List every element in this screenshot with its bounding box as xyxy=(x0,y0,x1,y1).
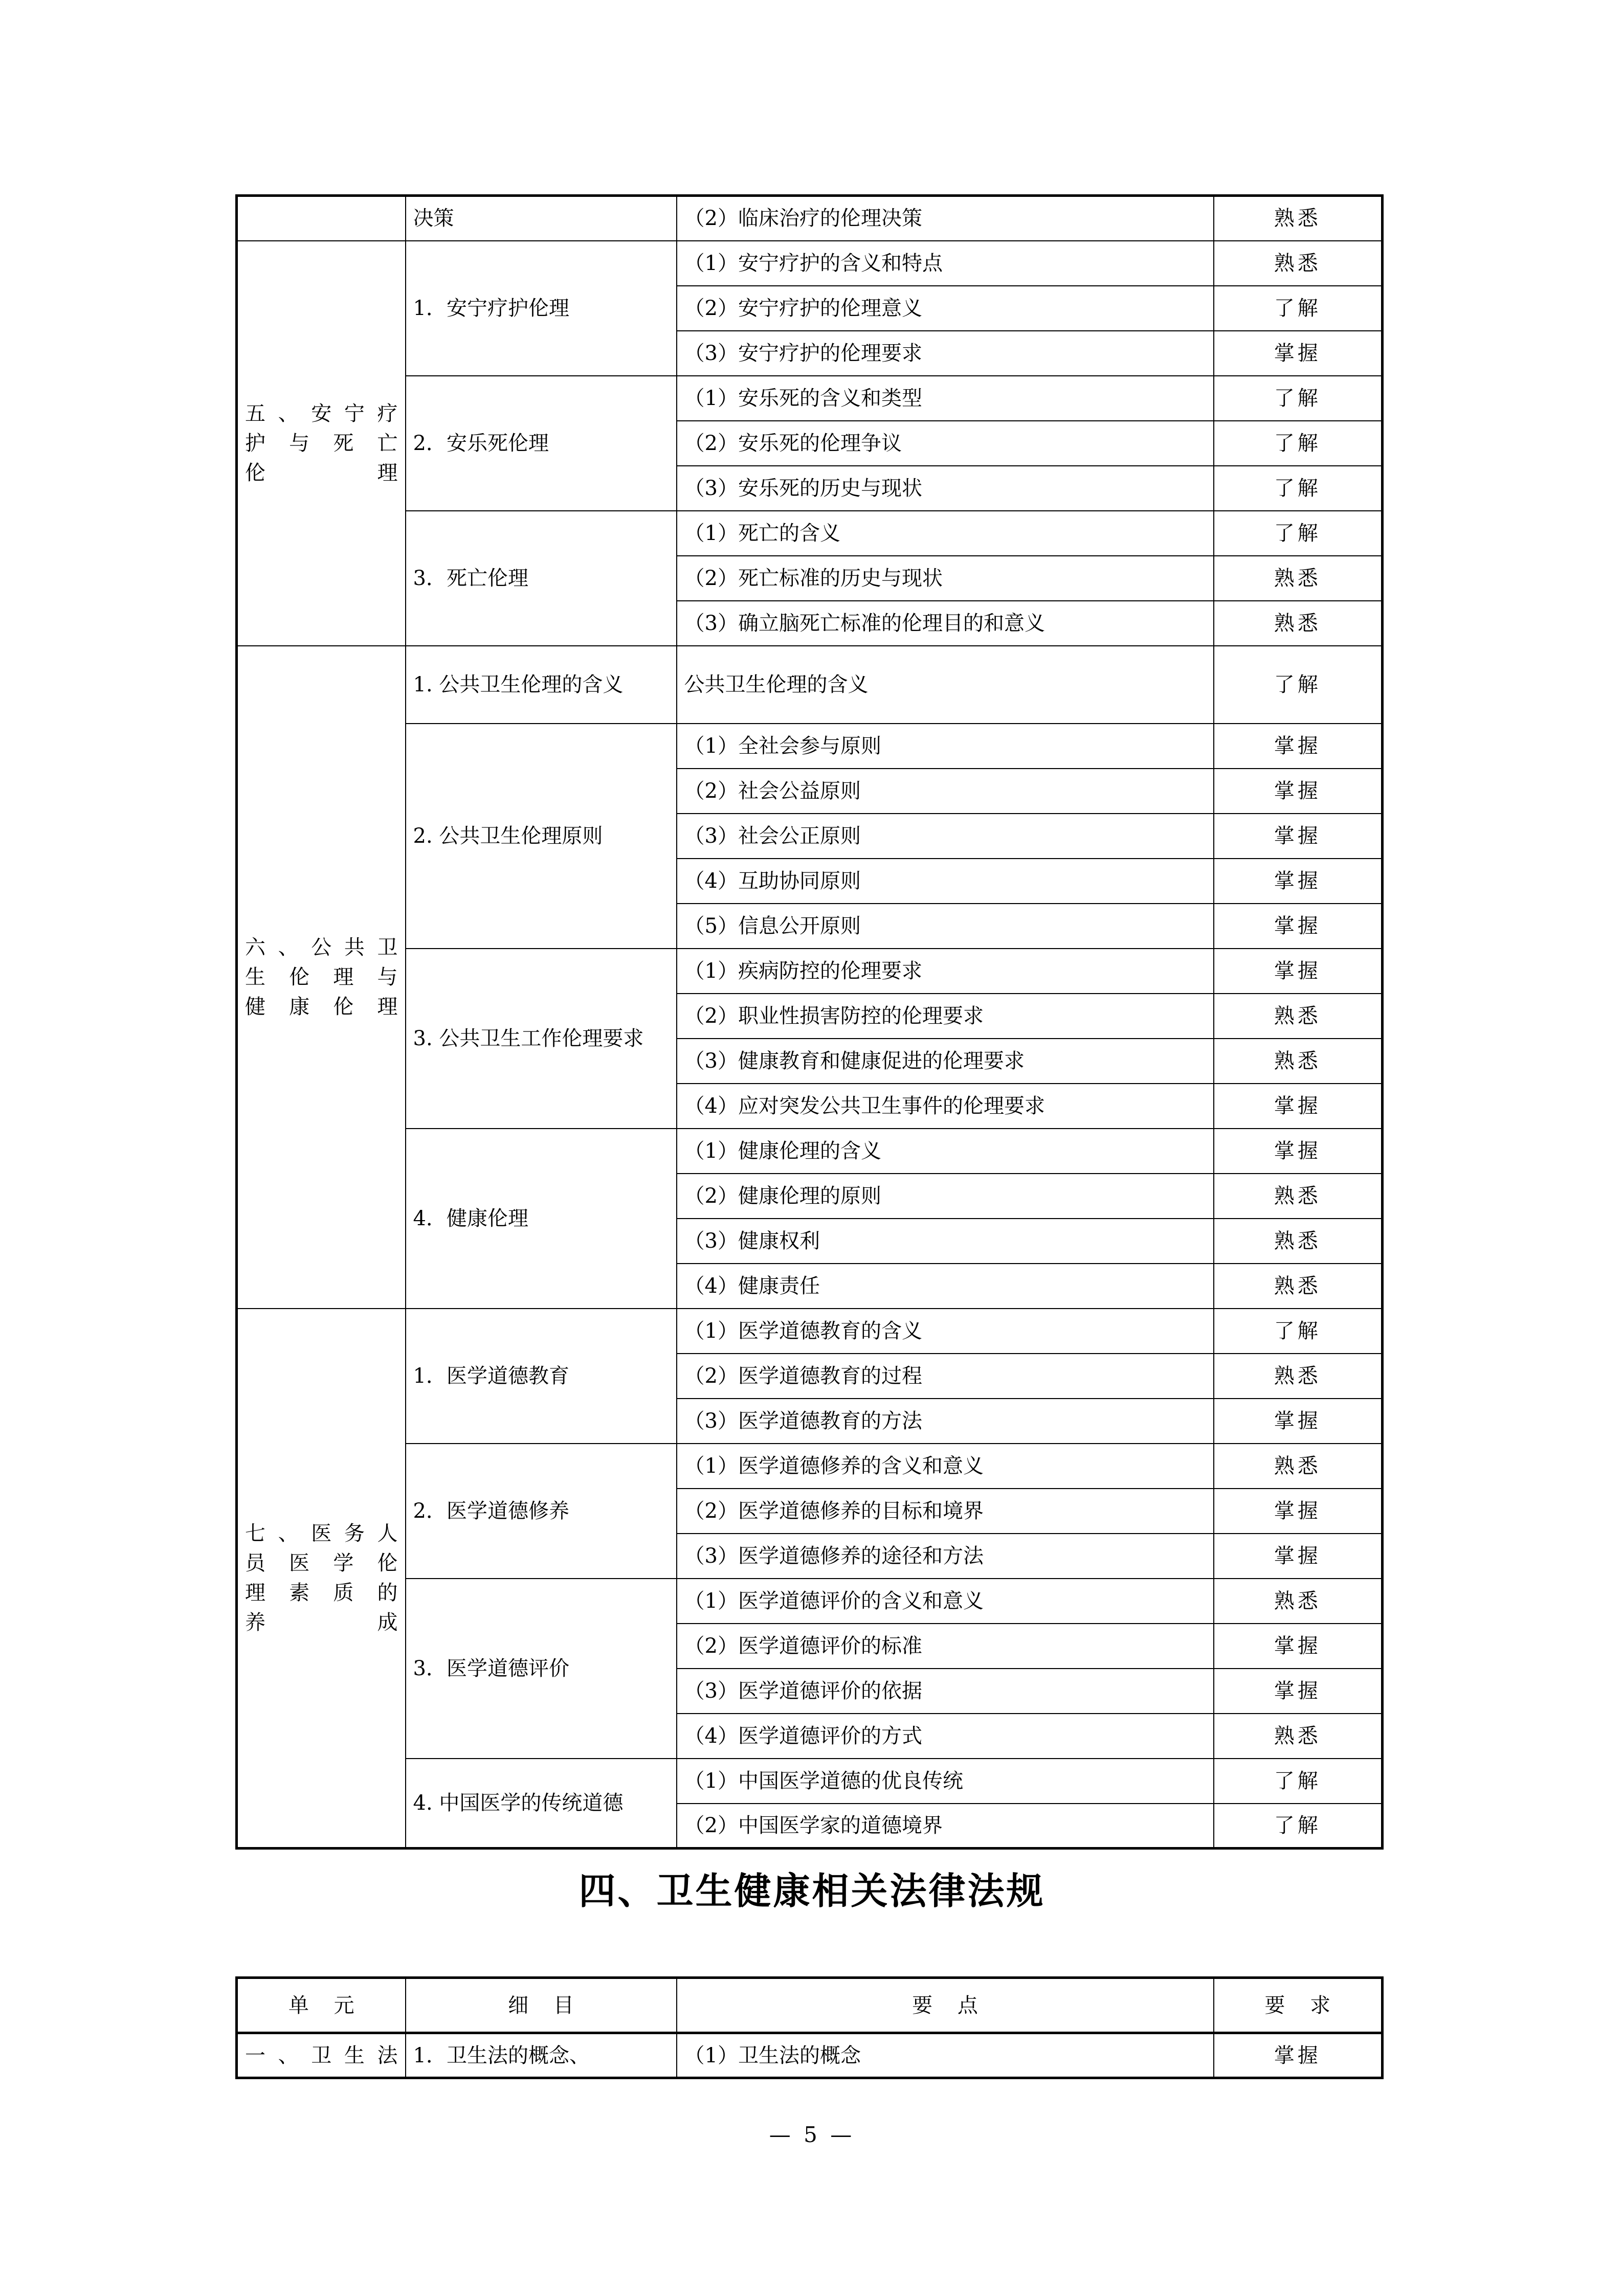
section-heading: 四、卫生健康相关法律法规 xyxy=(579,1869,1045,1912)
point-cell: （3）医学道德教育的方法 xyxy=(677,1399,1214,1444)
point-cell: （2）中国医学家的道德境界 xyxy=(677,1804,1214,1849)
table-row xyxy=(237,949,1383,994)
requirement-cell: 掌握 xyxy=(1214,1399,1383,1444)
column-header-unit: 单 元 xyxy=(237,1978,406,2033)
column-header-point: 要 点 xyxy=(677,1978,1214,2033)
requirement-cell: 掌握 xyxy=(1214,1084,1383,1129)
health-law-syllabus-table xyxy=(235,1976,1384,2079)
table-row xyxy=(237,1579,1383,1624)
requirement-cell: 熟悉 xyxy=(1214,241,1383,286)
unit-line: 生 伦 理 与 xyxy=(245,965,398,989)
requirement-cell: 掌握 xyxy=(1214,1624,1383,1669)
table-row xyxy=(237,376,1383,421)
requirement-cell: 了解 xyxy=(1214,1759,1383,1804)
point-cell: （3）医学道德评价的依据 xyxy=(677,1669,1214,1714)
detail-cell: 2．安乐死伦理 xyxy=(406,376,677,511)
unit-cell-5 xyxy=(237,241,406,646)
point-cell: （2）临床治疗的伦理决策 xyxy=(677,196,1214,241)
requirement-cell: 掌握 xyxy=(1214,814,1383,859)
detail-cell: 决策 xyxy=(406,196,677,241)
point-cell: （1）安乐死的含义和类型 xyxy=(677,376,1214,421)
requirement-cell: 熟悉 xyxy=(1214,1714,1383,1759)
point-cell: （2）安乐死的伦理争议 xyxy=(677,421,1214,466)
requirement-cell: 掌握 xyxy=(1214,859,1383,904)
detail-cell: 3. 公共卫生工作伦理要求 xyxy=(406,949,677,1129)
table-row xyxy=(237,1309,1383,1354)
point-cell: （2）健康伦理的原则 xyxy=(677,1174,1214,1219)
requirement-cell: 熟悉 xyxy=(1214,994,1383,1039)
requirement-cell: 掌握 xyxy=(1214,904,1383,949)
point-cell: （3）社会公正原则 xyxy=(677,814,1214,859)
medical-ethics-syllabus-table xyxy=(235,194,1384,1850)
requirement-cell: 熟悉 xyxy=(1214,1264,1383,1309)
unit-line: 五、安宁疗 xyxy=(245,401,398,425)
point-cell: （2）死亡标准的历史与现状 xyxy=(677,556,1214,601)
detail-cell: 4．健康伦理 xyxy=(406,1129,677,1309)
unit-cell-6 xyxy=(237,646,406,1309)
point-cell: （1）医学道德评价的含义和意义 xyxy=(677,1579,1214,1624)
requirement-cell: 了解 xyxy=(1214,1309,1383,1354)
point-cell: （5）信息公开原则 xyxy=(677,904,1214,949)
unit-line: 健康伦理 xyxy=(245,995,398,1019)
point-cell: （4）医学道德评价的方式 xyxy=(677,1714,1214,1759)
requirement-cell: 了解 xyxy=(1214,421,1383,466)
point-cell: （2）职业性损害防控的伦理要求 xyxy=(677,994,1214,1039)
requirement-cell: 掌握 xyxy=(1214,2033,1383,2078)
point-cell: （4）应对突发公共卫生事件的伦理要求 xyxy=(677,1084,1214,1129)
unit-cell: 一、卫生法 xyxy=(237,2033,406,2078)
detail-cell: 1．安宁疗护伦理 xyxy=(406,241,677,376)
point-cell: （2）医学道德修养的目标和境界 xyxy=(677,1489,1214,1534)
requirement-cell: 熟悉 xyxy=(1214,601,1383,646)
point-cell: （3）安宁疗护的伦理要求 xyxy=(677,331,1214,376)
point-cell: （3）确立脑死亡标准的伦理目的和意义 xyxy=(677,601,1214,646)
requirement-cell: 熟悉 xyxy=(1214,196,1383,241)
point-cell: （1）健康伦理的含义 xyxy=(677,1129,1214,1174)
requirement-cell: 掌握 xyxy=(1214,724,1383,769)
unit-cell-7 xyxy=(237,1309,406,1849)
detail-cell: 3．死亡伦理 xyxy=(406,511,677,646)
requirement-cell: 熟悉 xyxy=(1214,1354,1383,1399)
detail-cell: 3．医学道德评价 xyxy=(406,1579,677,1759)
detail-cell: 1．医学道德教育 xyxy=(406,1309,677,1444)
requirement-cell: 了解 xyxy=(1214,286,1383,331)
point-cell: （1）疾病防控的伦理要求 xyxy=(677,949,1214,994)
unit-line: 六、公共卫 xyxy=(245,935,398,959)
requirement-cell: 掌握 xyxy=(1214,331,1383,376)
table-row xyxy=(237,1129,1383,1174)
requirement-cell: 掌握 xyxy=(1214,1669,1383,1714)
requirement-cell: 熟悉 xyxy=(1214,1174,1383,1219)
point-cell: （3）健康教育和健康促进的伦理要求 xyxy=(677,1039,1214,1084)
detail-cell: 1．卫生法的概念、 xyxy=(406,2033,677,2078)
point-cell: （4）互助协同原则 xyxy=(677,859,1214,904)
point-cell: （1）死亡的含义 xyxy=(677,511,1214,556)
requirement-cell: 了解 xyxy=(1214,466,1383,511)
table-row xyxy=(237,724,1383,769)
requirement-cell: 掌握 xyxy=(1214,1534,1383,1579)
unit-cell-empty xyxy=(237,196,406,241)
table-row xyxy=(237,511,1383,556)
unit-line: 理 素 质 的 xyxy=(245,1581,398,1605)
requirement-cell: 熟悉 xyxy=(1214,1039,1383,1084)
detail-cell: 2．医学道德修养 xyxy=(406,1444,677,1579)
point-cell: 公共卫生伦理的含义 xyxy=(677,646,1214,724)
point-cell: （1）卫生法的概念 xyxy=(677,2033,1214,2078)
point-cell: （2）医学道德评价的标准 xyxy=(677,1624,1214,1669)
requirement-cell: 了解 xyxy=(1214,1804,1383,1849)
requirement-cell: 了解 xyxy=(1214,646,1383,724)
unit-line: 养成 xyxy=(245,1610,398,1634)
table-row xyxy=(237,646,1383,724)
column-header-detail: 细 目 xyxy=(406,1978,677,2033)
point-cell: （2）医学道德教育的过程 xyxy=(677,1354,1214,1399)
requirement-cell: 了解 xyxy=(1214,376,1383,421)
unit-line: 伦理 xyxy=(245,461,398,485)
unit-line: 护 与 死 亡 xyxy=(245,431,398,455)
page-number: — 5 — xyxy=(769,2122,855,2147)
requirement-cell: 掌握 xyxy=(1214,949,1383,994)
table-row xyxy=(237,241,1383,286)
requirement-cell: 掌握 xyxy=(1214,1129,1383,1174)
point-cell: （1）医学道德教育的含义 xyxy=(677,1309,1214,1354)
point-cell: （3）安乐死的历史与现状 xyxy=(677,466,1214,511)
requirement-cell: 了解 xyxy=(1214,511,1383,556)
point-cell: （4）健康责任 xyxy=(677,1264,1214,1309)
column-header-requirement: 要 求 xyxy=(1214,1978,1383,2033)
point-cell: （3）医学道德修养的途径和方法 xyxy=(677,1534,1214,1579)
point-cell: （1）医学道德修养的含义和意义 xyxy=(677,1444,1214,1489)
detail-cell: 4. 中国医学的传统道德 xyxy=(406,1759,677,1849)
point-cell: （1）安宁疗护的含义和特点 xyxy=(677,241,1214,286)
point-cell: （2）社会公益原则 xyxy=(677,769,1214,814)
unit-line: 七、医务人 xyxy=(245,1521,398,1545)
table-header-row xyxy=(237,1978,1383,2033)
table-row xyxy=(237,1759,1383,1804)
table-row xyxy=(237,2033,1383,2078)
detail-cell: 2. 公共卫生伦理原则 xyxy=(406,724,677,949)
table-row xyxy=(237,196,1383,241)
requirement-cell: 熟悉 xyxy=(1214,1219,1383,1264)
requirement-cell: 熟悉 xyxy=(1214,1444,1383,1489)
requirement-cell: 熟悉 xyxy=(1214,1579,1383,1624)
point-cell: （1）全社会参与原则 xyxy=(677,724,1214,769)
detail-cell: 1. 公共卫生伦理的含义 xyxy=(406,646,677,724)
point-cell: （2）安宁疗护的伦理意义 xyxy=(677,286,1214,331)
point-cell: （1）中国医学道德的优良传统 xyxy=(677,1759,1214,1804)
unit-line: 员 医 学 伦 xyxy=(245,1551,398,1575)
requirement-cell: 掌握 xyxy=(1214,769,1383,814)
requirement-cell: 熟悉 xyxy=(1214,556,1383,601)
requirement-cell: 掌握 xyxy=(1214,1489,1383,1534)
point-cell: （3）健康权利 xyxy=(677,1219,1214,1264)
table-row xyxy=(237,1444,1383,1489)
